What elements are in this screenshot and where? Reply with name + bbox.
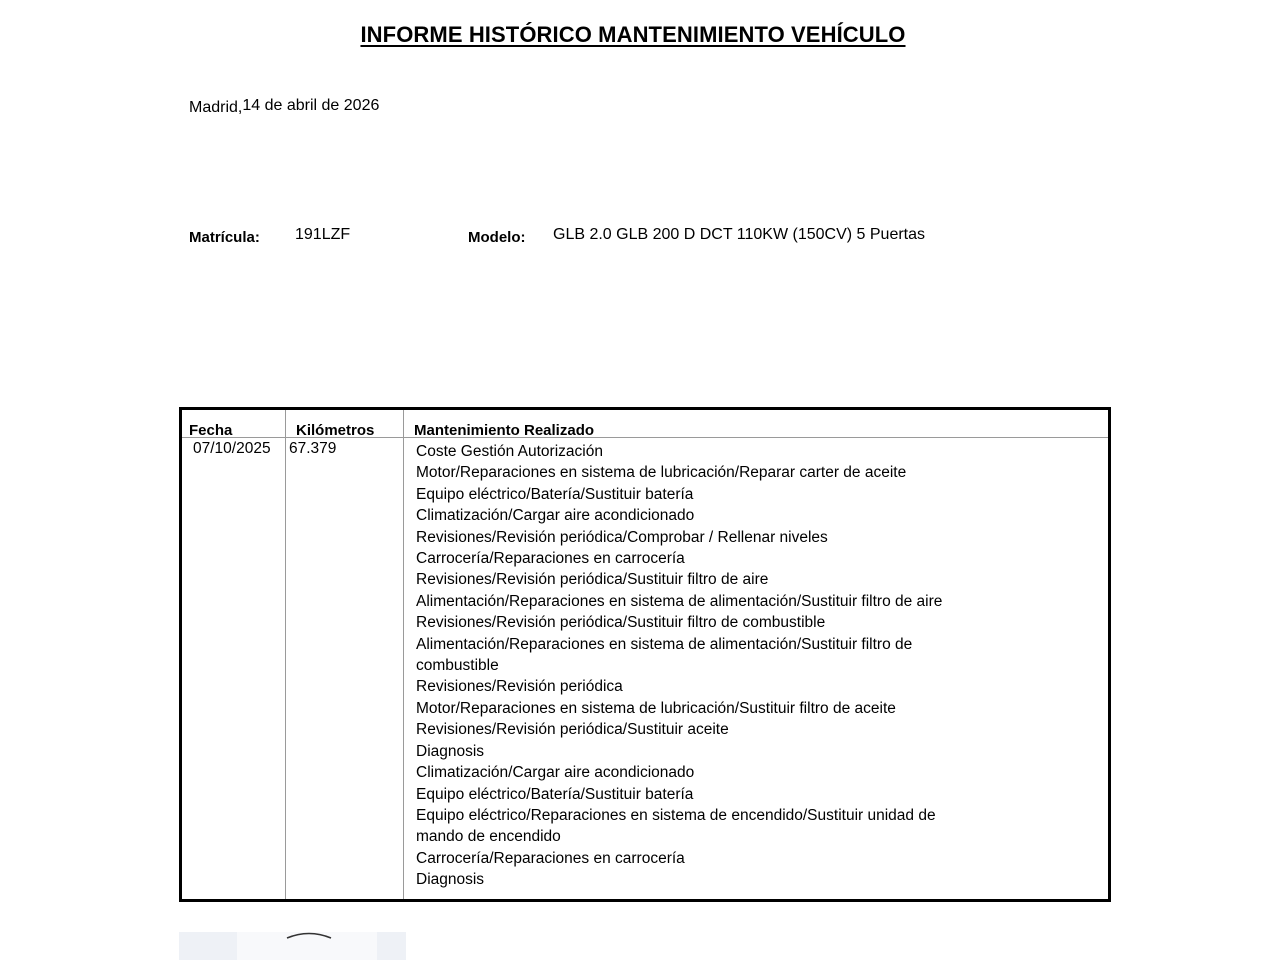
list-item: Diagnosis: [416, 742, 485, 760]
list-item: Alimentación/Reparaciones en sistema de alimentación/Sustituir filtro de: [416, 635, 913, 653]
list-item: Alimentación/Reparaciones en sistema de alimentación/Sustituir filtro de aire: [416, 592, 943, 610]
row-km: 67.379: [289, 440, 337, 457]
report-title: INFORME HISTÓRICO MANTENIMIENTO VEHÍCULO: [360, 22, 906, 47]
place-and-date: [189, 97, 379, 115]
column-divider-date: [285, 410, 286, 899]
list-item: Revisiones/Revisión periódica: [416, 678, 623, 696]
plate-label: Matrícula:: [189, 229, 260, 246]
report-date: 14 de abril de 2026: [242, 97, 380, 114]
list-item: Revisiones/Revisión periódica/Sustituir filtro de aire: [416, 571, 769, 589]
list-item: Carrocería/Reparaciones en carrocería: [416, 550, 685, 568]
column-divider-km: [403, 410, 404, 899]
list-item: Equipo eléctrico/Reparaciones en sistema de encendido/Sustituir unidad de: [416, 806, 936, 824]
report-city: Madrid,: [189, 99, 243, 116]
maintenance-table: [179, 407, 1111, 902]
header-maintenance: Mantenimiento Realizado: [414, 422, 595, 439]
list-item: Revisiones/Revisión periódica/Sustituir filtro de combustible: [416, 614, 826, 632]
list-item: Coste Gestión Autorización: [416, 443, 603, 460]
plate-value: 191LZF: [295, 226, 351, 243]
model-value: GLB 2.0 GLB 200 D DCT 110KW (150CV) 5 Puertas: [553, 226, 926, 243]
list-item: Revisiones/Revisión periódica/Comprobar / Rellenar niveles: [416, 528, 828, 546]
list-item: Climatización/Cargar aire acondicionado: [416, 507, 695, 525]
header-km: Kilómetros: [296, 422, 375, 439]
list-item: Equipo eléctrico/Batería/Sustituir batería: [416, 785, 694, 803]
list-item: Carrocería/Reparaciones en carrocería: [416, 849, 685, 867]
list-item: combustible: [416, 657, 499, 675]
row-date: 07/10/2025: [193, 440, 271, 457]
list-item: Revisiones/Revisión periódica/Sustituir aceite: [416, 721, 729, 739]
list-item: Motor/Reparaciones en sistema de lubricación/Reparar carter de aceite: [416, 464, 907, 482]
maintenance-list: [416, 441, 976, 891]
list-item: Climatización/Cargar aire acondicionado: [416, 764, 695, 782]
list-item: Diagnosis: [416, 871, 485, 889]
header-date: Fecha: [189, 422, 233, 439]
list-item: mando de encendido: [416, 828, 561, 846]
stamp-arc-icon: [179, 932, 406, 960]
stamp-image: [179, 932, 406, 960]
list-item: Motor/Reparaciones en sistema de lubricación/Sustituir filtro de aceite: [416, 699, 896, 717]
list-item: Equipo eléctrico/Batería/Sustituir batería: [416, 485, 694, 503]
model-label: Modelo:: [468, 229, 526, 246]
